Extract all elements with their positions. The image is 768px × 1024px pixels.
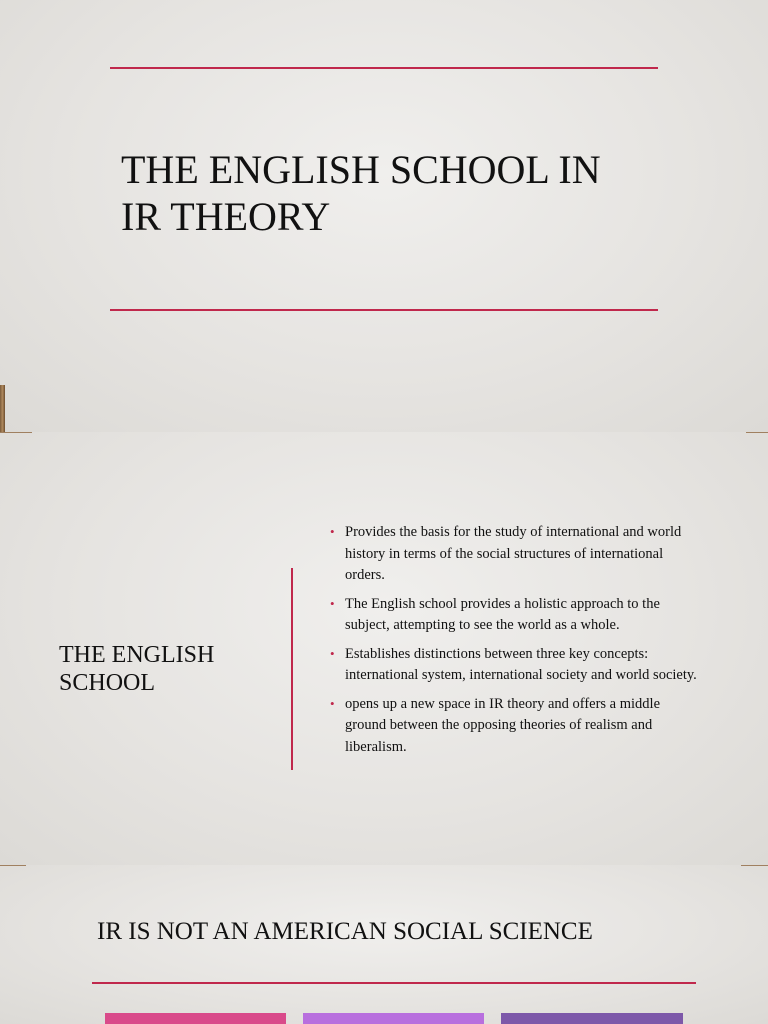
content-card-3 (501, 1013, 683, 1024)
american-social-science-slide (0, 865, 768, 1024)
bullet-item (330, 594, 702, 637)
title-slide (0, 0, 768, 432)
slide-title (121, 146, 681, 240)
section-title-line-2: SCHOOL (59, 670, 156, 696)
top-accent-rule (110, 67, 658, 69)
slide-title-line-1: THE ENGLISH SCHOOL IN (121, 147, 601, 192)
top-left-edge-mark (0, 432, 32, 433)
slide-title-line-2: IR THEORY (121, 194, 331, 239)
edge-image-strip (0, 385, 5, 432)
top-left-edge-mark (0, 865, 26, 866)
top-right-edge-mark (746, 432, 768, 433)
bullet-text: opens up a new space in IR theory and offers a middle ground between the opposing theories of realism and liberalism. (345, 695, 661, 755)
bullet-item (330, 522, 702, 587)
section-title-line-1: THE ENGLISH (59, 642, 215, 668)
bullet-text: The English school provides a holistic approach to the subject, attempting to see the world as a whole. (345, 595, 660, 633)
bullet-item (330, 694, 702, 759)
title-underline-rule (92, 982, 696, 984)
bullet-text: Establishes distinctions between three key concepts: international system, international society and world society. (345, 645, 697, 683)
vertical-divider (291, 568, 293, 770)
bullet-dot-icon: • (330, 524, 335, 539)
bullet-dot-icon: • (330, 695, 335, 711)
bullet-text: Provides the basis for the study of international and world history in terms of the social structures of international orders. (345, 524, 682, 583)
section-title (59, 641, 214, 697)
bullet-dot-icon: • (330, 595, 335, 611)
content-card-2 (303, 1013, 484, 1024)
bullet-list (330, 522, 702, 765)
top-right-edge-mark (741, 865, 768, 866)
english-school-slide (0, 432, 768, 865)
bullet-item (330, 644, 702, 687)
content-card-1 (105, 1013, 286, 1024)
bullet-dot-icon: • (330, 645, 335, 661)
slide-title: IR IS NOT AN AMERICAN SOCIAL SCIENCE (97, 918, 593, 945)
bottom-accent-rule (110, 309, 658, 311)
